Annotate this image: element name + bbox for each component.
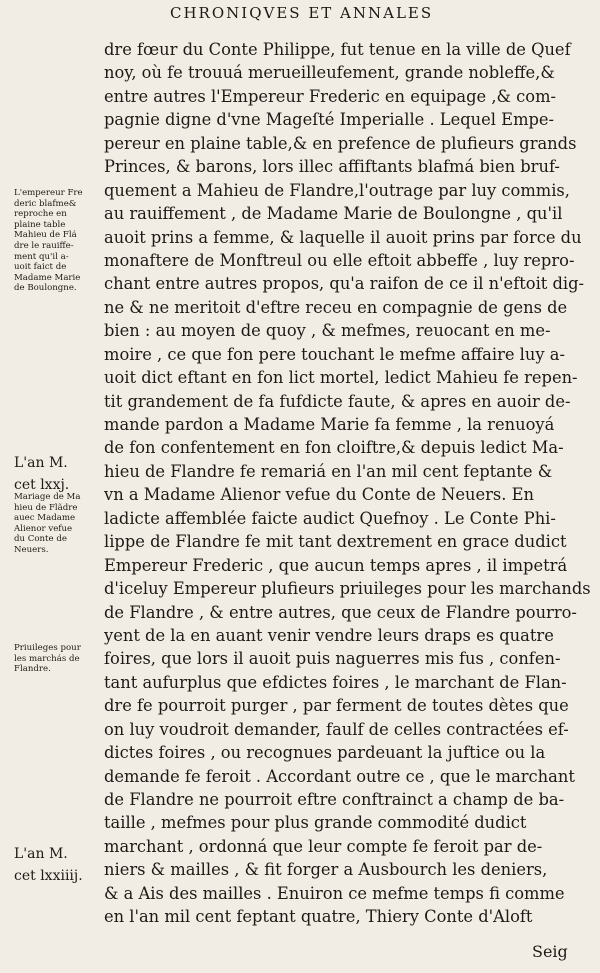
- text-line: dre fœur du Conte Philippe, fut tenue en la ville de Quef: [104, 40, 571, 59]
- body-text: [104, 38, 591, 929]
- margin-note-line: Alienor vefue: [14, 523, 73, 534]
- margin-note-privileges: [14, 643, 98, 675]
- text-line: ne & ne meritoit d'eftre receu en compagnie de gens de: [104, 297, 568, 317]
- margin-note-line: L'empereur Fre: [14, 188, 83, 198]
- margin-note-line: cet lxxj.: [14, 477, 70, 493]
- margin-note-marriage: [14, 492, 98, 556]
- margin-note-line: reproche en: [14, 209, 67, 220]
- text-line: demande fe feroit . Accordant outre ce , que le marchant: [104, 766, 575, 786]
- text-line: auoit prins a femme, & laquelle il auoit prins par force du: [104, 227, 582, 247]
- margin-note-line: dre le rauiffe-: [14, 240, 74, 251]
- text-line: quement a Mahieu de Flandre,l'outrage par luy commis,: [104, 180, 570, 200]
- text-line: yent de la en auant venir vendre leurs draps es quatre: [104, 625, 554, 645]
- text-line: dictes foires , ou recognues pardeuant la juftice ou la: [104, 743, 546, 763]
- margin-note-line: L'an M.: [14, 455, 68, 471]
- text-line: uoit dict eftant en fon lict mortel, ledict Mahieu fe repen-: [104, 368, 578, 388]
- text-line: foires, que lors il auoit puis naguerres mis fus , confen-: [104, 649, 561, 669]
- margin-note-line: auec Madame: [14, 513, 76, 524]
- text-line: dre fe pourroit purger , par ferment de toutes dètes que: [104, 696, 569, 716]
- text-line: de fon confentement en fon cloiftre,& depuis ledict Ma-: [104, 438, 564, 458]
- text-line: de Flandre ne pourroit eftre conftrainct a champ de ba-: [104, 790, 565, 809]
- text-line: Empereur Frederic , que aucun temps apres , il impetrá: [104, 555, 568, 575]
- margin-note-line: Madame Marie: [14, 272, 81, 283]
- margin-note-line: Flandre.: [14, 664, 51, 675]
- text-line: en l'an mil cent feptant quatre, Thiery Conte d'Aloft: [104, 907, 533, 927]
- text-line: hieu de Flandre fe remariá en l'an mil cent feptante &: [104, 461, 553, 481]
- running-header: CHRONIQVES ET ANNALES: [170, 4, 434, 22]
- text-line: d'iceluy Empereur plufieurs priuileges pour les marchands: [104, 579, 591, 599]
- text-line: vn a Madame Alienor vefue du Conte de Neuers. En: [104, 485, 534, 505]
- margin-note-line: L'an M.: [14, 846, 68, 862]
- text-line: marchant , ordonná que leur compte fe feroit par de-: [104, 836, 543, 856]
- margin-note-line: Neuers.: [14, 544, 49, 555]
- margin-note-line: du Conte de: [14, 534, 67, 545]
- text-line: entre autres l'Empereur Frederic en equipage ,& com-: [104, 86, 557, 106]
- margin-note-line: de Boulongne.: [14, 283, 77, 294]
- text-line: on luy voudroit demander, faulf de celles contractées ef-: [104, 719, 569, 739]
- text-line: niers & mailles , & fit forger a Ausbourch les deniers,: [104, 860, 548, 880]
- margin-note-line: Mariage de Ma: [14, 492, 81, 502]
- margin-note-line: uoit faict de: [14, 262, 67, 273]
- text-line: ladicte affemblée faicte audict Quefnoy . Le Conte Phi-: [104, 508, 556, 528]
- margin-note-line: Priuileges pour: [14, 643, 81, 653]
- margin-note-line: deric blafme&: [14, 198, 77, 209]
- text-line: tant aufurplus que efdictes foires , le marchant de Flan-: [104, 672, 567, 692]
- margin-note-line: Mahieu de Flá: [14, 230, 77, 241]
- text-line: mande pardon a Madame Marie fa femme , la renuoyá: [104, 415, 555, 434]
- text-line: & a Ais des mailles . Enuiron ce mefme temps fi comme: [104, 883, 565, 903]
- margin-note-year-1171: [14, 452, 98, 496]
- text-line: de Flandre , & entre autres, que ceux de Flandre pourro-: [104, 602, 577, 622]
- margin-note-line: cet lxxiiij.: [14, 868, 83, 884]
- text-line: noy, où fe trouuá merueilleufement, grande nobleffe,&: [104, 63, 555, 83]
- text-line: tit grandement de fa fufdicte faute, & apres en auoir de-: [104, 391, 571, 411]
- text-line: chant entre autres propos, qu'a raifon de ce il n'eftoit dig-: [104, 274, 585, 294]
- margin-note-line: hieu de Flãdre: [14, 502, 78, 513]
- text-line: bien : au moyen de quoy , & mefmes, reuocant en me-: [104, 321, 551, 341]
- margin-note-year-1174: [14, 843, 98, 887]
- margin-note-emperor-reproach: [14, 188, 98, 294]
- text-line: taille , mefmes pour plus grande commodité dudict: [104, 813, 527, 833]
- text-line: monaftere de Monftreul ou elle eftoit abbeffe , luy repro-: [104, 250, 575, 270]
- text-line: lippe de Flandre fe mit tant dextrement en grace dudict: [104, 532, 567, 552]
- text-line: pagnie digne d'vne Mageſté Imperialle . Lequel Empe-: [104, 110, 555, 130]
- margin-note-line: ment qu'il a-: [14, 251, 69, 262]
- text-line: Princes, & barons, lors illec affiftants blafmá bien bruf-: [104, 157, 560, 177]
- margin-note-line: les marchás de: [14, 653, 80, 664]
- text-line: moire , ce que fon pere touchant le mefme affaire luy a-: [104, 344, 565, 364]
- text-line: pereur en plaine table,& en prefence de plufieurs grands: [104, 133, 577, 153]
- margin-note-line: plaine table: [14, 219, 66, 230]
- text-line: au rauiffement , de Madame Marie de Boulongne , qu'il: [104, 204, 563, 224]
- catchword: Seig: [532, 942, 568, 961]
